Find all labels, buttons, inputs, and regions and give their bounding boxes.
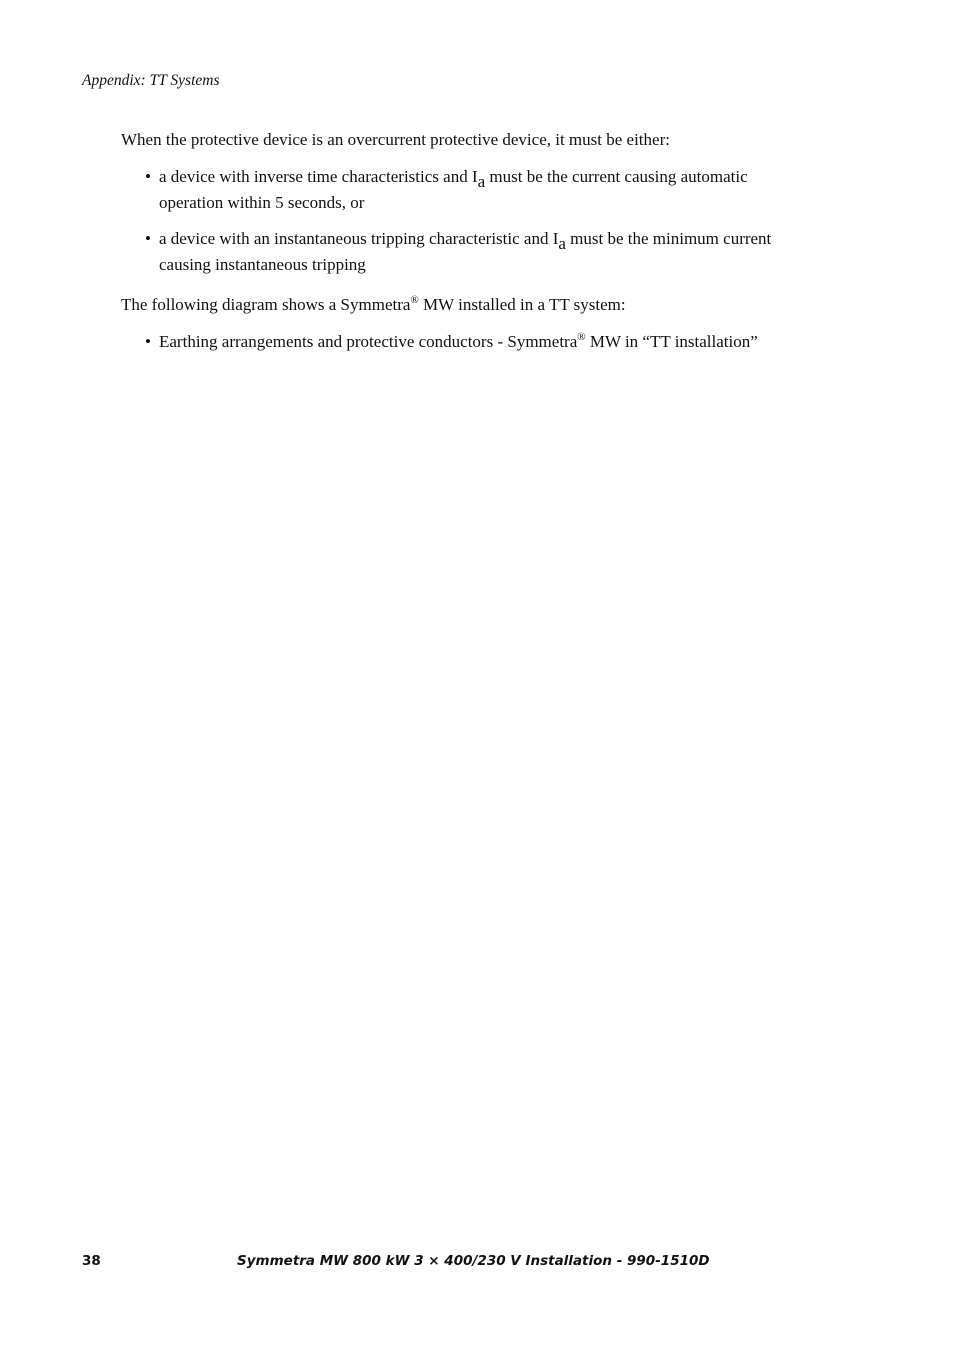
page-number: 38: [82, 1253, 101, 1269]
bullet-marker: •: [145, 229, 151, 248]
bullet-text-part: must be the current causing automatic: [485, 167, 748, 186]
cross-reference-link[interactable]: [159, 329, 758, 355]
running-header: Appendix: TT Systems: [82, 72, 220, 89]
bullet-text-continuation: causing instantaneous tripping: [159, 255, 366, 274]
bullet-marker: •: [145, 332, 151, 351]
subscript: a: [558, 234, 566, 253]
bullet-text-part: must be the minimum current: [565, 229, 772, 248]
bullet-text: [159, 226, 771, 278]
bullet-text-part: a device with inverse time characteristics and I: [159, 167, 478, 186]
diagram-intro-paragraph: [121, 295, 626, 315]
bullet-marker: •: [145, 167, 151, 186]
footer-document-title: Symmetra MW 800 kW 3 × 400/230 V Installation - 990-1510D: [237, 1253, 710, 1269]
intro-paragraph: When the protective device is an overcurrent protective device, it must be either:: [121, 130, 670, 149]
text-part: The following diagram shows a Symmetra: [121, 295, 411, 314]
text-part: MW installed in a TT system:: [418, 295, 626, 314]
bullet-text-part: a device with an instantaneous tripping characteristic and I: [159, 229, 559, 248]
text-part: MW in “TT installation”: [585, 332, 758, 351]
text-part: Earthing arrangements and protective conductors - Symmetra: [159, 332, 578, 351]
bullet-text-continuation: operation within 5 seconds, or: [159, 193, 365, 212]
registered-mark: ®: [577, 331, 586, 343]
registered-mark: ®: [410, 294, 419, 306]
bullet-text: [159, 164, 748, 216]
subscript: a: [477, 172, 486, 191]
